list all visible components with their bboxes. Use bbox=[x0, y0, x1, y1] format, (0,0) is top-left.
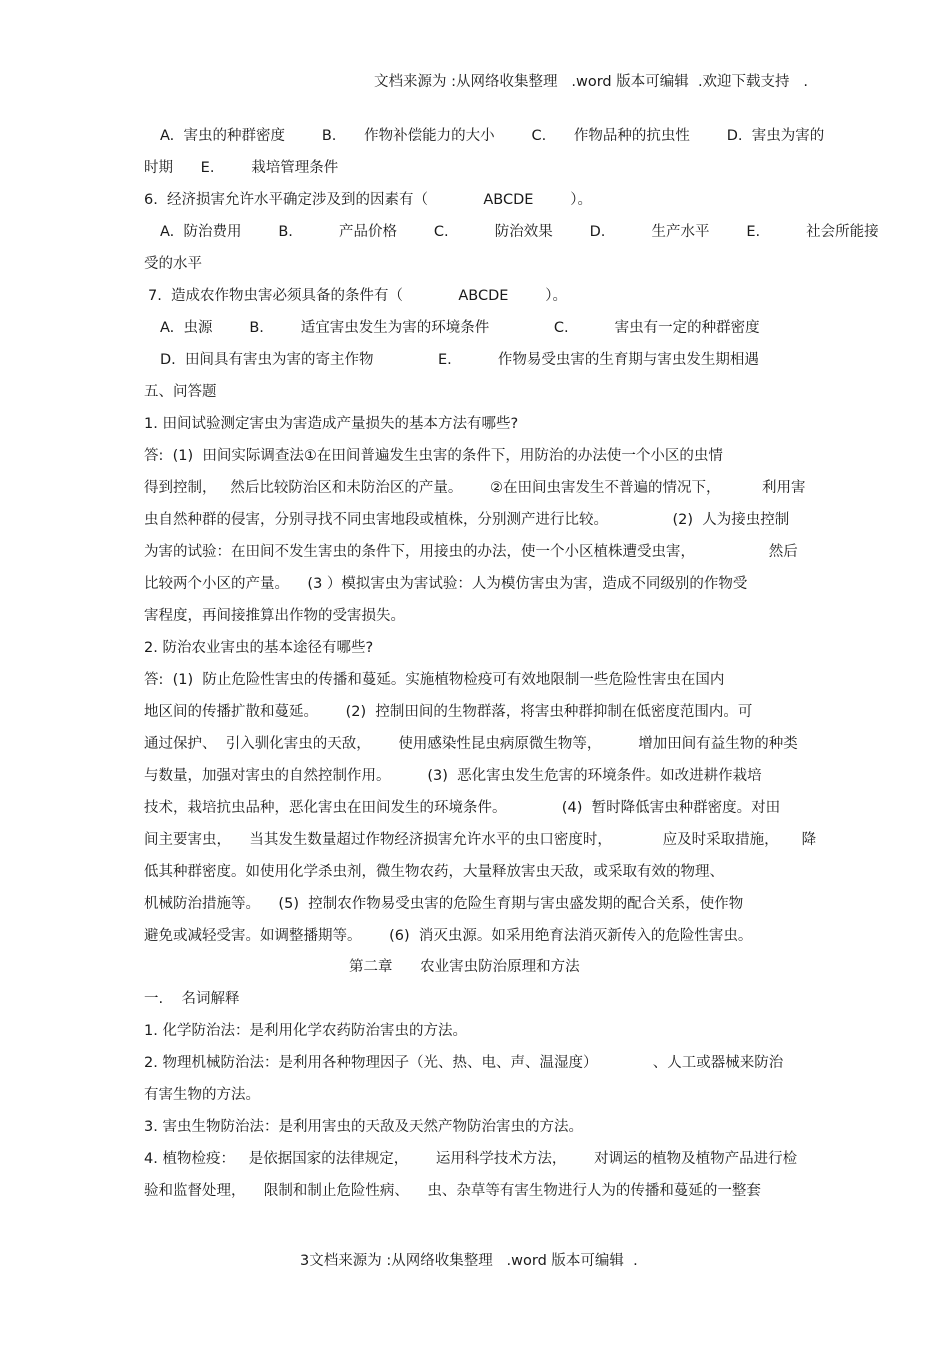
text-line: 比较两个小区的产量。 (3 ）模拟害虫为害试验：人为模仿害虫为害，造成不同级别的作物受 bbox=[144, 576, 748, 592]
text-line: 时期 E. 栽培管理条件 bbox=[144, 160, 339, 176]
text-line: 通过保护、 引入驯化害虫的天敌， 使用感染性昆虫病原微生物等， 增加田间有益生物的种类 bbox=[144, 736, 798, 752]
section-heading: 五、问答题 bbox=[144, 384, 217, 400]
question: 1. 田间试验测定害虫为害造成产量损失的基本方法有哪些? bbox=[144, 416, 519, 432]
text-line: 6. 经济损害允许水平确定涉及到的因素有（ ABCDE ）。 bbox=[144, 192, 593, 208]
text-line: A. 防治费用 B. 产品价格 C. 防治效果 D. 生产水平 E. 社会所能接 bbox=[160, 224, 879, 240]
text-line: 避免或减轻受害。如调整播期等。 (6) 消灭虫源。如采用绝育法消灭新传入的危险性害虫。 bbox=[144, 928, 753, 944]
text-line: 答: (1) 田间实际调查法①在田间普遍发生虫害的条件下，用防治的办法使一个小区的虫情 bbox=[144, 448, 723, 464]
page-header: 文档来源为 :从网络收集整理 .word 版本可编辑 .欢迎下载支持 . bbox=[374, 74, 808, 90]
text-line: A. 害虫的种群密度 B. 作物补偿能力的大小 C. 作物品种的抗虫性 D. 害虫为害的 bbox=[160, 128, 825, 144]
text-line: 低其种群密度。如使用化学杀虫剂，微生物农药，大量释放害虫天敌，或采取有效的物理、 bbox=[144, 864, 724, 880]
text-line: 机械防治措施等。 (5) 控制农作物易受虫害的危险生育期与害虫盛发期的配合关系，使作物 bbox=[144, 896, 744, 912]
text-line: 虫自然种群的侵害，分别寻找不同虫害地段或植株，分别测产进行比较。 (2) 人为接虫控制 bbox=[144, 512, 790, 528]
section-heading: 一. 名词解释 bbox=[144, 991, 240, 1007]
text-line: 受的水平 bbox=[144, 256, 202, 272]
text-line: 害程度，再间接推算出作物的受害损失。 bbox=[144, 608, 405, 624]
text-line: 1. 化学防治法：是利用化学农药防治害虫的方法。 bbox=[144, 1023, 467, 1039]
text-line: A. 虫源 B. 适宜害虫发生为害的环境条件 C. 害虫有一定的种群密度 bbox=[160, 320, 760, 336]
text-line: 有害生物的方法。 bbox=[144, 1087, 260, 1103]
text-line: 4. 植物检疫： 是依据国家的法律规定， 运用科学技术方法， 对调运的植物及植物产品进行检 bbox=[144, 1151, 798, 1167]
text-line: 间主要害虫， 当其发生数量超过作物经济损害允许水平的虫口密度时， 应及时采取措施， 降 bbox=[144, 832, 817, 848]
page-footer: 3文档来源为 :从网络收集整理 .word 版本可编辑 . bbox=[300, 1253, 638, 1269]
text-line: 与数量，加强对害虫的自然控制作用。 (3) 恶化害虫发生危害的环境条件。如改进耕作栽培 bbox=[144, 768, 762, 784]
question: 2. 防治农业害虫的基本途径有哪些? bbox=[144, 640, 374, 656]
text-line: 7. 造成农作物虫害必须具备的条件有（ ABCDE ）。 bbox=[148, 288, 568, 304]
text-line: 验和监督处理， 限制和制止危险性病、 虫、杂草等有害生物进行人为的传播和蔓延的一整套 bbox=[144, 1183, 761, 1199]
text-line: 2. 物理机械防治法：是利用各种物理因子（光、热、电、声、温湿度） 、人工或器械来防治 bbox=[144, 1055, 784, 1071]
text-line: 地区间的传播扩散和蔓延。 (2) 控制田间的生物群落，将害虫种群抑制在低密度范围内。可 bbox=[144, 704, 753, 720]
text-line: 得到控制， 然后比较防治区和未防治区的产量。 ②在田间虫害发生不普遍的情况下， 利用害 bbox=[144, 480, 806, 496]
text-line: 为害的试验：在田间不发生害虫的条件下，用接虫的办法，使一个小区植株遭受虫害， 然后 bbox=[144, 544, 798, 560]
chapter-title: 第二章 农业害虫防治原理和方法 bbox=[349, 959, 580, 975]
text-line: 3. 害虫生物防治法：是利用害虫的天敌及天然产物防治害虫的方法。 bbox=[144, 1119, 583, 1135]
text-line: D. 田间具有害虫为害的寄主作物 E. 作物易受虫害的生育期与害虫发生期相遇 bbox=[160, 352, 759, 368]
text-line: 技术，栽培抗虫品种，恶化害虫在田间发生的环境条件。 (4) 暂时降低害虫种群密度。对田 bbox=[144, 800, 781, 816]
text-line: 答: (1) 防止危险性害虫的传播和蔓延。实施植物检疫可有效地限制一些危险性害虫在国内 bbox=[144, 672, 725, 688]
